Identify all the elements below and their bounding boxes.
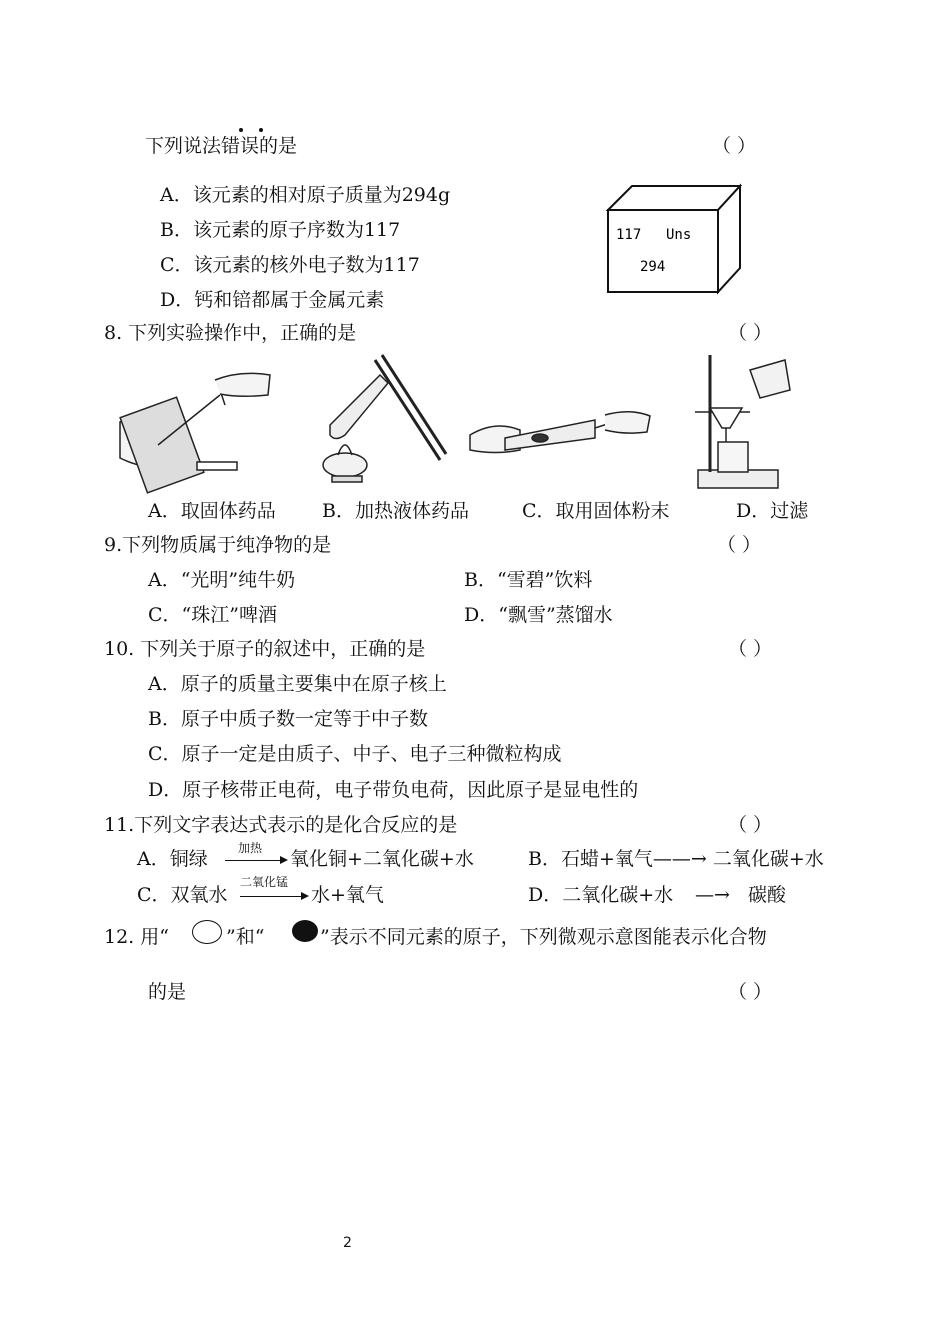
q7-option-b: B．该元素的原子序数为117	[160, 219, 401, 241]
q8-option-a: A．取固体药品	[148, 500, 276, 522]
illustration-powder	[470, 412, 650, 453]
q10-option-a: A．原子的质量主要集中在原子核上	[148, 673, 447, 695]
q9-option-b: B．“雪碧”饮料	[464, 569, 593, 591]
q8-option-c: C．取用固体粉末	[522, 500, 670, 522]
question-8-paren: （ ）	[728, 322, 773, 344]
q11-c-arrow-head	[301, 892, 309, 900]
q11-option-a-condition: 加热	[238, 841, 263, 855]
question-12-paren: （ ）	[728, 981, 773, 1003]
q11-option-c-condition: 二氧化锰	[240, 875, 289, 889]
q11-option-a-right: 氧化铜+二氧化碳+水	[290, 848, 474, 870]
lab-illustrations	[110, 350, 810, 500]
illustration-filtration	[695, 355, 790, 488]
question-11-stem: 11.下列文字表达式表示的是化合反应的是	[104, 814, 458, 836]
filled-circle-icon	[292, 920, 318, 942]
question-12-part2: ”和“	[226, 926, 265, 948]
open-circle-icon	[192, 920, 222, 944]
emphasis-dot	[239, 128, 243, 132]
question-12-line2: 的是	[148, 981, 187, 1003]
q11-option-b: B．石蜡+氧气——→ 二氧化碳+水	[528, 848, 824, 870]
emphasis-dot	[259, 128, 263, 132]
q11-a-arrow-head	[280, 856, 288, 864]
q7-option-d: D．钙和锫都属于金属元素	[160, 289, 385, 311]
q7-option-a: A．该元素的相对原子质量为294g	[160, 184, 451, 206]
element-symbol: Uns	[666, 227, 692, 243]
q11-c-arrow	[240, 896, 302, 897]
q9-option-a: A．“光明”纯牛奶	[148, 569, 296, 591]
page-number: 2	[343, 1235, 352, 1251]
question-8-stem: 8. 下列实验操作中，正确的是	[104, 322, 357, 344]
question-10-stem: 10. 下列关于原子的叙述中，正确的是	[104, 638, 426, 660]
q9-option-c: C．“珠江”啤酒	[148, 604, 277, 626]
element-mass: 294	[640, 259, 666, 275]
q9-option-d: D．“飘雪”蒸馏水	[464, 604, 613, 626]
q11-a-arrow	[225, 860, 280, 861]
question-9-stem: 9.下列物质属于纯净物的是	[104, 534, 332, 556]
question-12-part3: ”表示不同元素的原子，下列微观示意图能表示化合物	[320, 926, 767, 948]
question-12-part1: 12. 用“	[104, 926, 169, 948]
q11-option-d-right: 碳酸	[748, 884, 787, 906]
q10-option-b: B．原子中质子数一定等于中子数	[148, 708, 428, 730]
q10-option-c: C．原子一定是由质子、中子、电子三种微粒构成	[148, 743, 562, 765]
element-box-figure	[600, 180, 750, 300]
q11-option-a-left: A．铜绿	[137, 848, 208, 870]
q8-option-b: B．加热液体药品	[322, 500, 469, 522]
question-9-paren: （ ）	[717, 534, 762, 556]
q11-option-c-right: 水+氧气	[311, 884, 384, 906]
illustration-take-solid	[120, 373, 270, 493]
q7-option-c: C．该元素的核外电子数为117	[160, 254, 420, 276]
question-7-stem: 下列说法错误的是	[145, 135, 298, 157]
illustration-heat-liquid	[323, 355, 446, 482]
q11-option-d-arrow: —→	[695, 884, 730, 906]
question-11-paren: （ ）	[728, 814, 773, 836]
q11-option-c-left: C．双氧水	[137, 884, 228, 906]
question-10-paren: （ ）	[728, 638, 773, 660]
q8-option-d: D．过滤	[736, 500, 809, 522]
element-number: 117	[616, 227, 642, 243]
q10-option-d: D．原子核带正电荷，电子带负电荷，因此原子是显电性的	[148, 779, 639, 801]
question-7-paren: （ ）	[712, 135, 757, 157]
q11-option-d-left: D．二氧化碳+水	[528, 884, 674, 906]
